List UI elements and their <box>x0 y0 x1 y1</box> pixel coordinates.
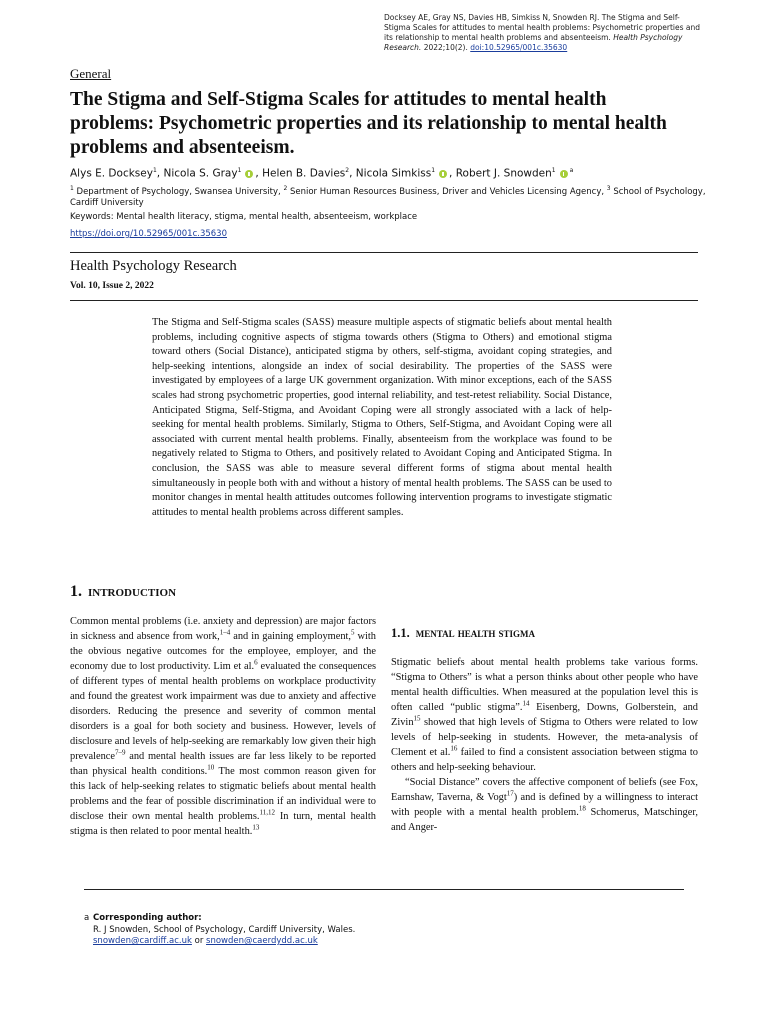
footnote-mark: a <box>84 913 90 923</box>
reference[interactable]: 16 <box>450 744 458 753</box>
reference[interactable]: 13 <box>252 823 260 832</box>
corresponding-author-footnote: a Corresponding author: R. J Snowden, School of Psychology, Cardiff University, Wales. snowden@cardiff.ac.uk or snowden@caerdydd.ac.uk <box>84 913 356 946</box>
author-name: Robert J. Snowden <box>455 167 552 180</box>
citation-volume: 2022;10(2). <box>423 43 468 52</box>
divider <box>70 300 698 301</box>
divider <box>70 252 698 253</box>
doi-link[interactable]: https://doi.org/10.52965/001c.35630 <box>70 229 227 239</box>
reference[interactable]: 10 <box>207 763 215 772</box>
left-column <box>70 583 376 839</box>
reference[interactable]: 18 <box>578 804 586 813</box>
affiliations: $^1$ Department of Psychology, Swansea University, $^2$ Senior Human Resources Business, Driver and Vehicles Licensing Agency, $^3$ School of Psychology, Cardiff University <box>70 185 706 209</box>
journal-name: Health Psychology Research <box>70 258 237 274</box>
keywords: Keywords: Mental health literacy, stigma, mental health, absenteeism, workplace <box>70 212 418 222</box>
footnote-address: R. J Snowden, School of Psychology, Cardiff University, Wales. <box>93 924 356 935</box>
abstract: The Stigma and Self-Stigma scales (SASS) measure multiple aspects of stigmatic beliefs about mental health problems, including cognitive aspects of stigma towards others (Stigma to Others) and emotional stigma toward others (Social Distance), anticipated stigma by others, self-stigma, avoidant coping strategies, and help-seeking intentions, alongside an index of social desirability. The properties of the SASS were investigated by employees of a large UK government organization. With minor exceptions, each of the SASS scales had strong psychometric properties, good internal reliability, and test-retest reliability. Social Distance, Anticipated Stigma, Self-Stigma, and Avoidant Coping were all strongly associated with a lack of help-seeking for mental health problems. Similarly, Stigma to Others, Self-Stigma, and Avoidant Coping were all associated with current mental health problems. Finally, absenteeism from the workplace was found to be negatively related to Stigma to Others, and positively related to Avoidant Coping and Anticipated Stigma. In conclusion, the SASS was able to measure several different forms of stigma about mental health simultaneously in people both with and without a history of mental health problems. The SASS can be used to monitor changes in mental health attitudes outcomes following intervention programs to investigate stigmatic attitudes to mental health problems across different samples. <box>152 317 612 518</box>
section-heading-mental-health-stigma: 1.1. mental health stigma <box>391 626 536 640</box>
footnote-divider <box>84 889 684 890</box>
orcid-icon[interactable] <box>439 170 447 178</box>
orcid-icon[interactable] <box>245 170 253 178</box>
author-affiliation: 2 <box>345 167 350 174</box>
reference[interactable]: 7–9 <box>115 748 126 757</box>
email-link[interactable]: snowden@caerdydd.ac.uk <box>206 936 318 946</box>
citation-block <box>384 13 704 53</box>
corresponding-mark: a <box>569 167 574 174</box>
reference[interactable]: 1–4 <box>219 628 231 637</box>
author-name: Alys E. Docksey <box>70 167 153 180</box>
reference[interactable]: 17 <box>506 789 514 798</box>
reference[interactable]: 6 <box>254 658 258 667</box>
reference[interactable]: 11,12 <box>259 808 276 817</box>
citation-text: Docksey AE, Gray NS, Davies HB, Simkiss N, Snowden RJ. The Stigma and Self-Stigma Scales for attitudes to mental health problems: Psychometric properties and its relationship to mental health problems and absenteeism. <box>384 13 700 42</box>
email-link[interactable]: snowden@cardiff.ac.uk <box>93 936 192 946</box>
right-column <box>391 580 698 835</box>
citation-doi-link[interactable]: doi:10.52965/001c.35630 <box>470 43 568 52</box>
author-affiliation: 1 <box>237 167 242 174</box>
reference[interactable]: 5 <box>351 628 355 637</box>
footnote-label: Corresponding author: <box>93 913 202 923</box>
volume-info: Vol. 10, Issue 2, 2022 <box>70 281 154 291</box>
intro-paragraph: Common mental problems (i.e. anxiety and depression) are major factors in sickness and absence from work,$^{1-4}$ and in gaining employment,$^5$ with the obvious negative outcomes for the employee, employer, and the economy due to lost productivity. Lim et al.$^6$ evaluated the consequences of different types of mental health problems on workplace productivity and found the greatest work impairment was due to anxiety and affective disorders. Reducing the presence and severity of common mental disorders is a goal for both society and business. However, levels of disclosure and levels of help-seeking are remarkably low given their high prevalence$^{7-9}$ and mental health issues are far less likely to be reported than physical health conditions.$^{10}$ The most common reason given for this lack of help-seeking relates to stigmatic beliefs about mental health problems and the fear of possible discrimination if an individual were to disclose their own mental health problems.$^{11,12}$ In turn, mental health stigma is then related to poor mental health.$^{13}$ <box>70 616 376 837</box>
author-name: Helen B. Davies <box>262 167 346 180</box>
citation-journal: Health Psychology Research. <box>384 33 683 52</box>
reference[interactable]: 15 <box>413 714 421 723</box>
section-heading-introduction: 1. introduction <box>70 583 177 600</box>
author-name: Nicola Simkiss <box>355 167 432 180</box>
author-affiliation: 1 <box>551 167 556 174</box>
orcid-icon[interactable] <box>560 170 568 178</box>
author-affiliation: 1 <box>431 167 436 174</box>
author-name: Nicola S. Gray <box>163 167 238 180</box>
paper-title: The Stigma and Self-Stigma Scales for attitudes to mental health problems: Psychometric properties and its relationship to mental health problems and absenteeism. <box>70 89 667 158</box>
section-label[interactable]: General <box>70 66 112 81</box>
author-affiliation: 1 <box>152 167 157 174</box>
reference[interactable]: 14 <box>522 699 530 708</box>
author-list: Alys E. Docksey$^1$, Nicola S. Gray$^1$ , Helen B. Davies$^2$, Nicola Simkiss$^1$ , Robert J. Snowden$^1$ $^a$ <box>70 167 574 180</box>
stigma-paragraph: Stigmatic beliefs about mental health problems take various forms. “Stigma to Others” is what a person thinks about other people who have mental health difficulties. When measured at the population level this is often called “public stigma”.$^{14}$ Eisenberg, Downs, Golberstein, and Zivin$^{15}$ showed that high levels of Stigma to Others were related to low levels of help-seeking in students. However, the meta-analysis of Clement et al.$^{16}$ failed to find a consistent association between stigma to others and help-seeking behaviour. <box>391 657 698 773</box>
social-distance-paragraph: “Social Distance” covers the affective component of beliefs (see Fox, Earnshaw, Taverna, & Vogt$^{17}$) and is defined by a willingness to interact with people with a mental health problem.$^{18}$ Schomerus, Matschinger, and Anger- <box>391 777 698 833</box>
